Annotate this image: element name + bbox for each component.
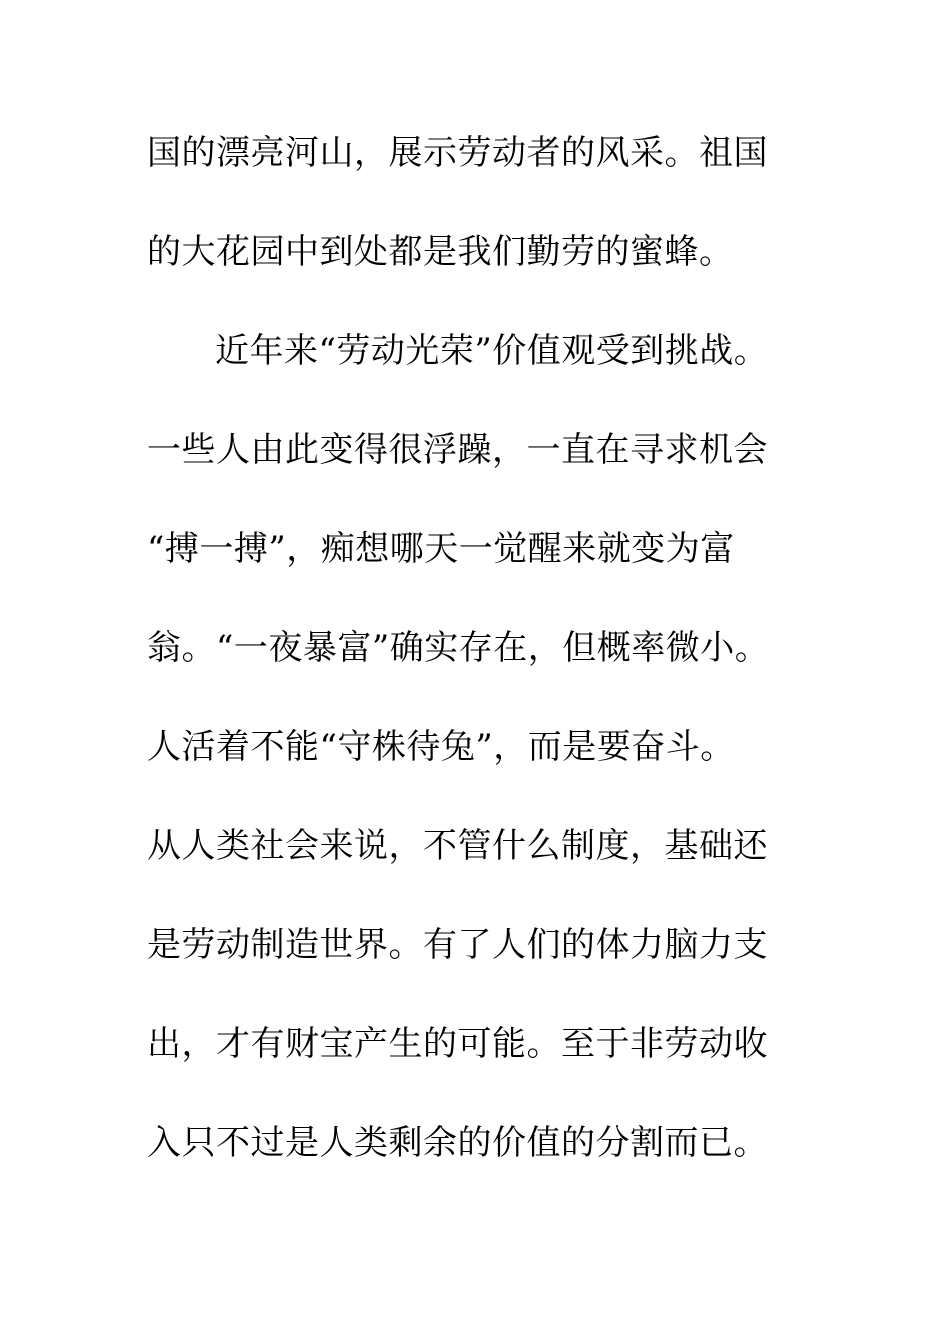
text-line: 一些人由此变得很浮躁，一直在寻求机会: [147, 430, 768, 470]
text-line: 的大花园中到处都是我们勤劳的蜜蜂。: [147, 232, 734, 272]
text-line: 从人类社会来说，不管什么制度，基础还: [147, 826, 768, 866]
text-line: 国的漂亮河山，展示劳动者的风采。祖国: [147, 133, 768, 173]
body-text: [147, 121, 827, 1210]
text-line: 入只不过是人类剩余的价值的分割而已。: [147, 1123, 768, 1163]
text-line: 是劳动制造世界。有了人们的体力脑力支: [147, 925, 768, 965]
text-line: 翁。“一夜暴富”确实存在，但概率微小。: [147, 628, 770, 668]
text-line: 出，才有财宝产生的可能。至于非劳动收: [147, 1024, 768, 1064]
text-line: 人活着不能“守株待兔”，而是要奋斗。: [147, 727, 735, 767]
paragraph-start-line: 近年来“劳动光荣”价值观受到挑战。: [215, 331, 769, 371]
text-line: “搏一搏”，痴想哪天一觉醒来就变为富: [147, 529, 735, 569]
